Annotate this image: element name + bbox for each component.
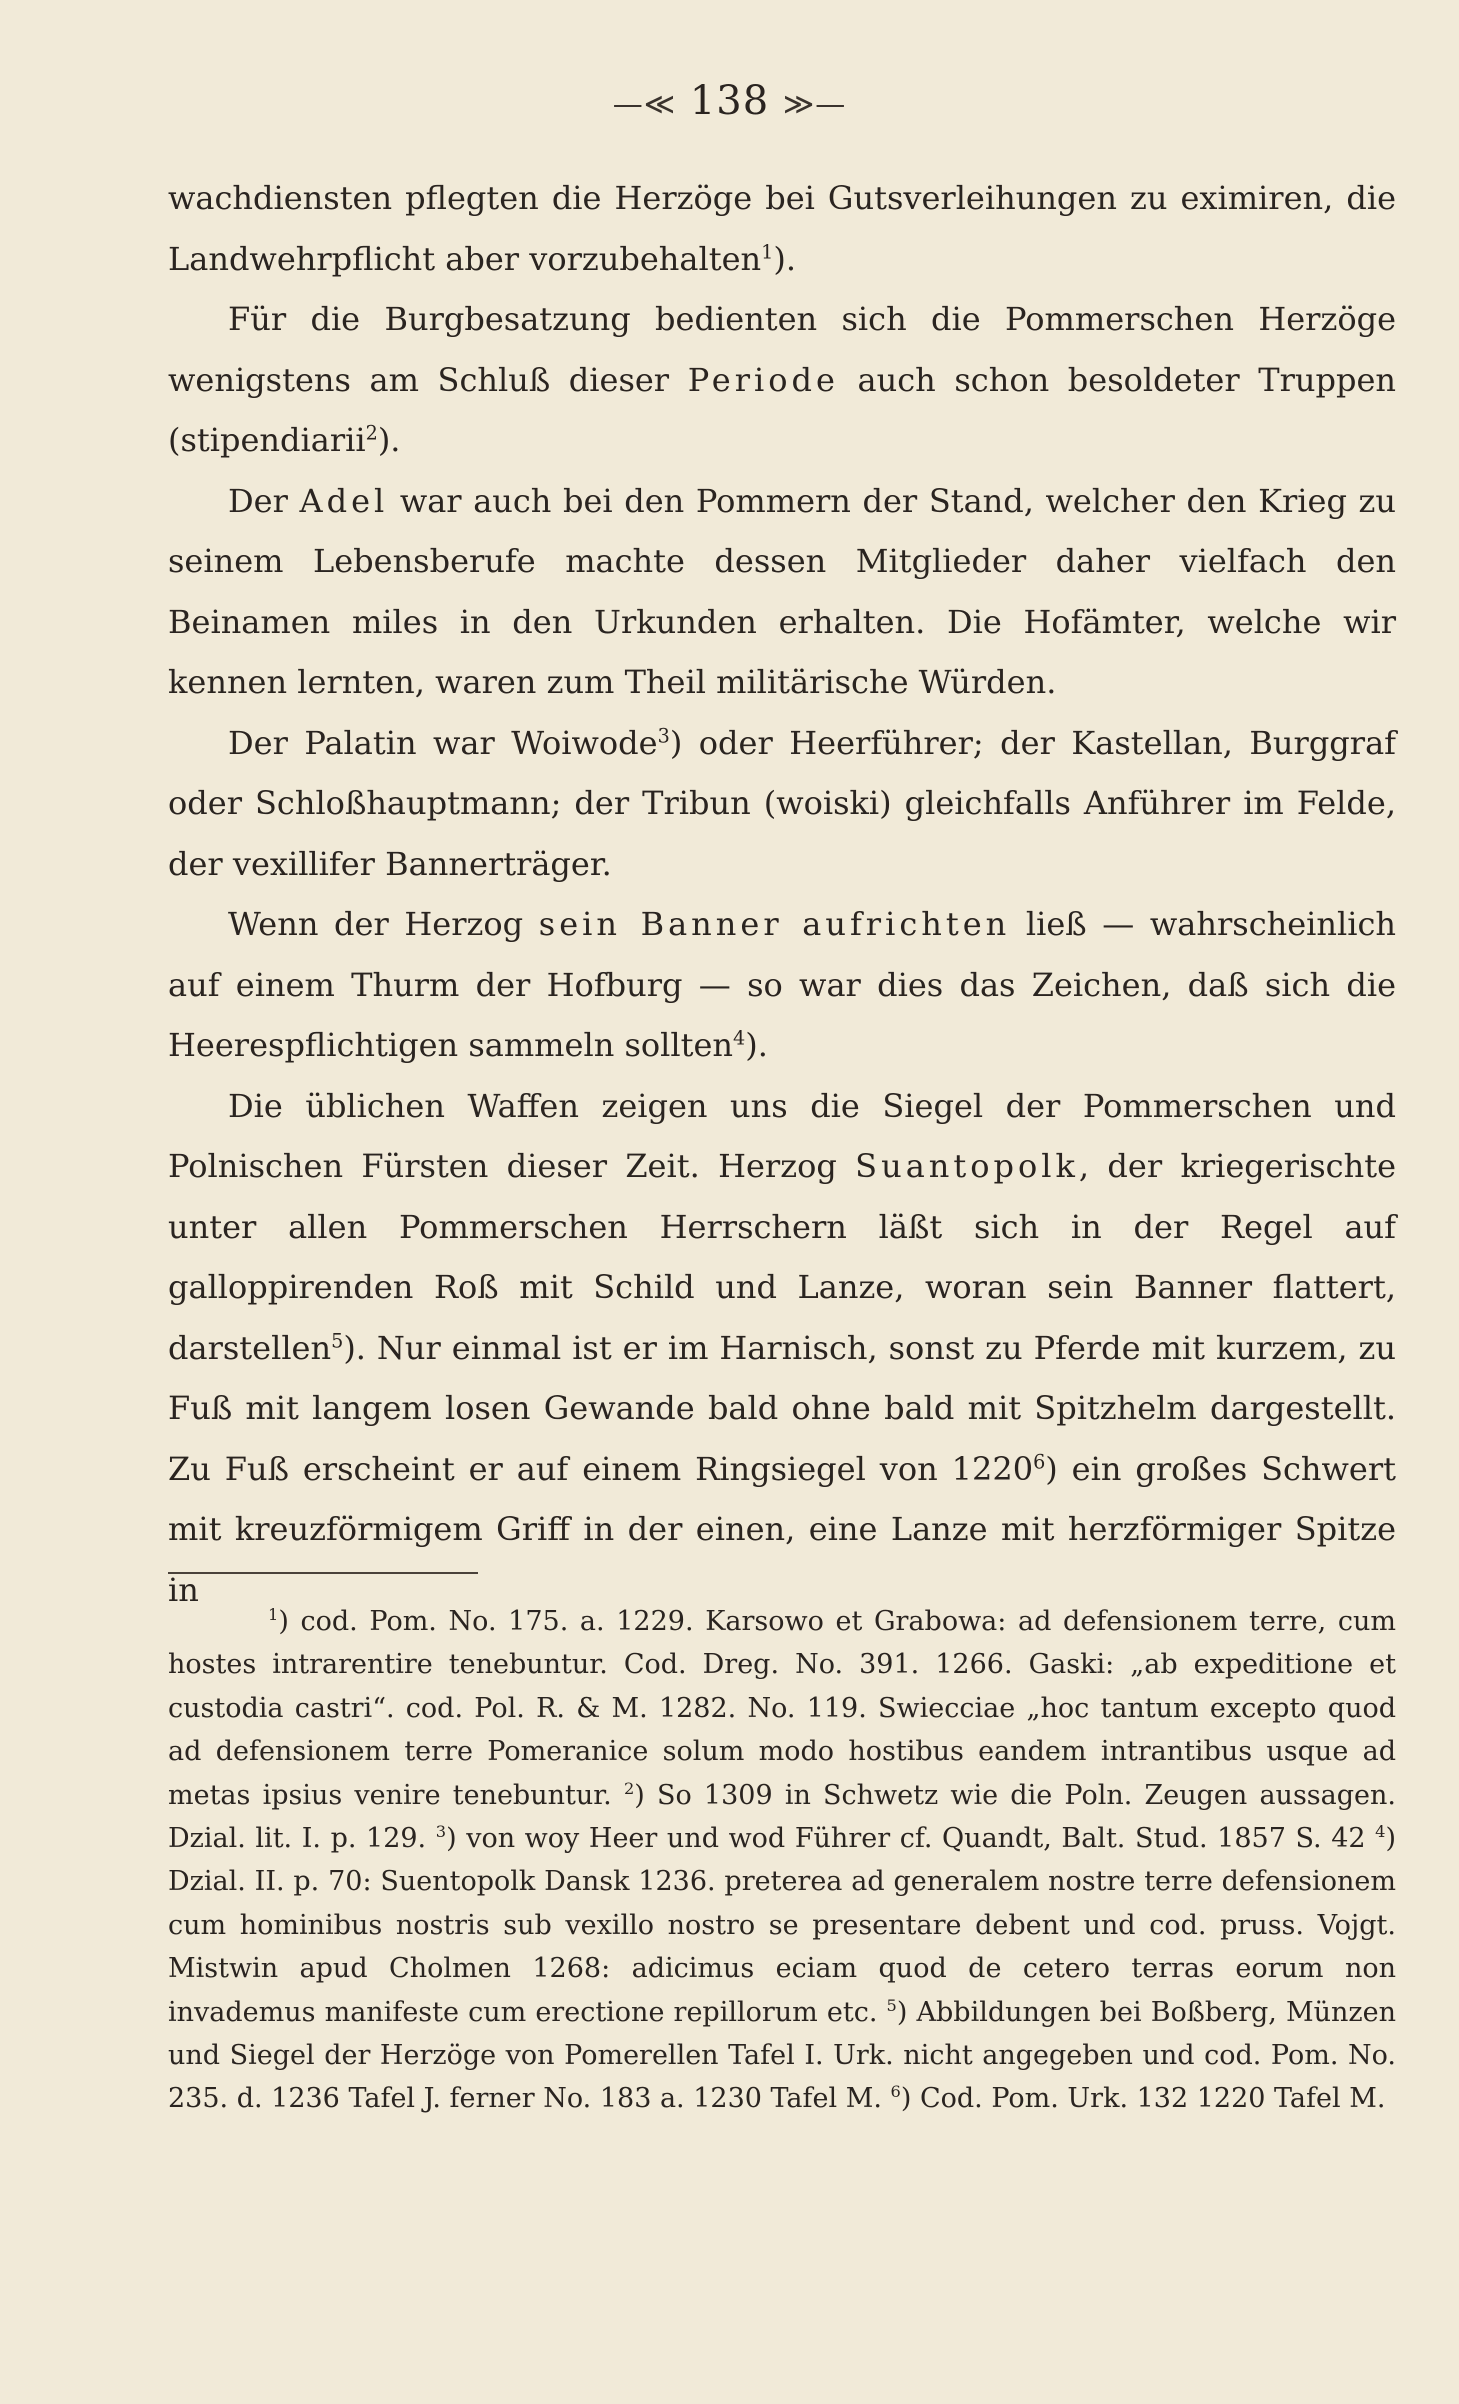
paragraph — [168, 894, 1396, 1076]
footnotes — [168, 1600, 1396, 2121]
text-run: ) oder Heerführer; der Kastellan, Burggraf oder Schloßhauptmann; der Tribun (woiski) gleichfalls Anführer im Felde, der vexillifer Bannerträger. — [168, 723, 1397, 883]
text-run: Der — [228, 481, 300, 520]
footnote-marker: 1 — [268, 1605, 279, 1624]
page-number: 138 — [689, 78, 770, 124]
main-text — [168, 168, 1396, 1620]
footnote-marker: 1 — [761, 239, 774, 263]
text-run: ) Dzial. II. p. 70: Suentopolk Dansk 1236. preterea ad generalem nostre terre defensionem cum hominibus nostris sub vexillo nostro se presentare debent und cod. pruss. Vojgt. Mistwin apud Cholmen 1268: adicimus eciam quod de cetero terras eorum non invademus manifeste cum erectione repillorum etc. — [168, 1823, 1397, 2028]
footnote-marker: 2 — [365, 421, 378, 445]
footnote-divider — [168, 1572, 478, 1574]
text-run: ) Cod. Pom. Urk. 132 1220 Tafel M. — [900, 2083, 1386, 2115]
text-run: ). Nur einmal ist er im Harnisch, sonst zu Pferde mit kurzem, zu Fuß mit langem losen Gewande bald ohne bald mit Spitzhelm dargestellt. Zu Fuß erscheint er auf einem Ringsiegel von 1220 — [168, 1328, 1396, 1488]
right-ornament: ≫— — [782, 87, 847, 122]
footnote-marker: 3 — [435, 1822, 447, 1842]
text-run: ). — [377, 421, 401, 459]
spaced-emphasis: Suantopolk — [855, 1147, 1079, 1185]
text-run: ). — [745, 1026, 768, 1064]
footnote-block — [168, 1600, 1396, 2121]
left-ornament: —≪ — [612, 87, 677, 122]
text-run: war auch bei den Pommern der Stand, welcher den Krieg zu seinem Lebensberufe machte dessen Mitglieder daher vielfach den Beinamen miles in den Urkunden erhalten. Die Hofämter, welche wir kennen lernten, waren zum Theil militärische Würden. — [168, 481, 1397, 701]
spaced-emphasis: Periode — [687, 360, 839, 399]
paragraph — [168, 1076, 1396, 1621]
text-run: Die üblichen Waffen zeigen uns die Siegel der Pommerschen und Polnischen Fürsten dieser Zeit. Herzog — [168, 1086, 1396, 1185]
text-run: Der Palatin war Woiwode — [228, 723, 658, 762]
text-run: Für die Burgbesatzung bedienten sich die Pommerschen Herzöge wenigstens am Schluß dieser — [168, 300, 1396, 399]
page-header — [0, 78, 1459, 124]
text-run: ) cod. Pom. No. 175. a. 1229. Karsowo et Grabowa: ad defensionem terre, cum hostes intrarentire tenebuntur. Cod. Dreg. No. 391. 1266. Gaski: „ab expeditione et custodia castri“. cod. Pol. R. & M. 1282. No. 119. Swiecciae „hoc tantum excepto quod ad defensionem terre Pomeranice solum modo hostibus eandem intrantibus usque ad metas ipsius venire tenebuntur. — [168, 1606, 1396, 1811]
text-run: , der kriegerischte unter allen Pommerschen Herrschern läßt sich in der Regel auf galloppirenden Roß mit Schild und Lanze, woran sein Banner flattert, darstellen — [168, 1147, 1397, 1367]
footnote-marker: 6 — [1033, 1449, 1046, 1473]
text-run: ließ — wahrscheinlich auf einem Thurm der Hofburg — so war dies das Zeichen, daß sich die Heerespflichtigen sammeln sollten — [168, 905, 1397, 1064]
spaced-emphasis: Adel — [299, 481, 389, 520]
footnote-marker: 2 — [623, 1778, 635, 1798]
paragraph — [168, 471, 1396, 713]
spaced-emphasis: sein Banner aufrichten — [538, 905, 1011, 943]
footnote-marker: 6 — [890, 2082, 901, 2102]
footnote-marker: 4 — [1375, 1822, 1386, 1842]
paragraph — [168, 289, 1396, 471]
text-run: auch schon besoldeter Truppen (stipendiarii — [168, 360, 1397, 459]
text-run: Wenn der Herzog — [228, 905, 539, 943]
paragraph — [168, 713, 1396, 895]
footnote-marker: 5 — [331, 1328, 344, 1352]
footnote-marker: 5 — [886, 1995, 897, 2015]
footnote-marker: 4 — [733, 1026, 746, 1050]
paragraph — [168, 168, 1396, 289]
text-run: ) ein großes Schwert mit kreuzförmigem Griff in der einen, eine Lanze mit herzförmiger Spitze in — [168, 1449, 1397, 1609]
footnote-marker: 3 — [657, 723, 670, 747]
text-run: ). — [773, 239, 796, 278]
text-run: ) Abbildungen bei Boßberg, Münzen und Siegel der Herzöge von Pomerellen Tafel I. Urk. nicht angegeben und cod. Pom. No. 235. d. 1236 Tafel J. ferner No. 183 a. 1230 Tafel M. — [168, 1996, 1396, 2115]
text-run: ) So 1309 in Schwetz wie die Poln. Zeugen aussagen. Dzial. lit. I. p. 129. — [168, 1779, 1396, 1855]
text-run: wachdiensten pflegten die Herzöge bei Gutsverleihungen zu eximiren, die Landwehrpflicht aber vorzubehalten — [168, 179, 1396, 278]
text-run: ) von woy Heer und wod Führer cf. Quandt, Balt. Stud. 1857 S. 42 — [446, 1823, 1376, 1855]
